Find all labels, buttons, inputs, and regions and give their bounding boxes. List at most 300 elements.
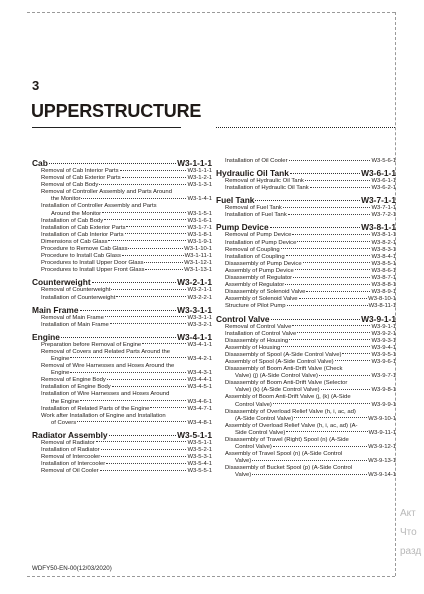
toc-entry[interactable] xyxy=(32,447,212,454)
toc-entry-title: Cab xyxy=(32,158,48,168)
toc-entry-title: Removal of Cab Exterior Parts xyxy=(41,175,121,182)
toc-entry[interactable] xyxy=(216,232,396,239)
toc-page-code: W3-4-2-1 xyxy=(187,355,212,362)
toc-entry[interactable] xyxy=(32,232,212,239)
toc-entry-text: Work after Installation of Engine and Installation xyxy=(41,412,166,419)
dot-leader xyxy=(294,417,367,418)
dot-leader xyxy=(252,460,367,461)
toc-entry-title: Fuel Tank xyxy=(216,195,255,206)
toc-entry[interactable] xyxy=(32,468,212,475)
toc-entry-title: Valve) (k) (A-Side Control Valve) xyxy=(235,387,320,394)
chapter-number: 3 xyxy=(32,78,40,93)
toc-page-code: W3-8-1-1 xyxy=(371,232,396,239)
toc-page-code: W3-8-7-1 xyxy=(371,275,396,282)
toc-entry-text: Disassembly of Travel (Right) Spool (n) (A-Side xyxy=(225,437,349,443)
toc-page-code: W3-9-2-1 xyxy=(371,330,396,337)
toc-entry-title: Main Frame xyxy=(32,304,79,315)
toc-section-heading[interactable] xyxy=(32,332,212,342)
toc-entry[interactable] xyxy=(32,196,212,203)
toc-page-code: W3-9-5-1 xyxy=(371,351,396,358)
toc-page-code: W3-1-9-1 xyxy=(187,238,212,245)
toc-section-heading[interactable] xyxy=(32,305,212,315)
toc-entry[interactable] xyxy=(216,261,396,268)
toc-section-heading[interactable] xyxy=(216,314,396,324)
toc-entry-title: Engine xyxy=(51,355,70,362)
dot-leader xyxy=(319,375,371,376)
dot-leader xyxy=(92,282,176,283)
dot-leader xyxy=(252,474,367,475)
toc-entry-title: Assembly of Pump Device xyxy=(225,267,294,274)
toc-entry[interactable] xyxy=(216,416,396,423)
toc-entry-title: Disassembly of Housing xyxy=(225,337,289,344)
toc-entry-title: Assembly of Spool (A-Side Control Valve) xyxy=(225,358,334,365)
dot-leader xyxy=(108,240,186,241)
toc-entry-title: Radiator Assembly xyxy=(32,429,108,440)
toc-entry[interactable] xyxy=(216,303,396,310)
dot-leader xyxy=(321,389,371,390)
dot-leader xyxy=(286,431,367,432)
dot-leader xyxy=(104,219,186,220)
toc-entry-title: Removal of Oil Cooler xyxy=(41,468,99,475)
toc-page-code: W3-1-3-1 xyxy=(187,182,212,189)
toc-entry[interactable] xyxy=(216,185,396,192)
toc-entry[interactable] xyxy=(32,377,212,384)
toc-entry-title: Installation of Control Valve xyxy=(225,330,297,337)
title-underline-right xyxy=(216,127,395,128)
toc-page-code: W3-9-4-1 xyxy=(371,344,396,351)
dot-leader xyxy=(270,227,360,228)
dot-leader xyxy=(293,277,370,278)
toc-entry-title: Removal of Coupling xyxy=(225,246,280,253)
toc-page-code: W3-9-9-1 xyxy=(371,401,396,408)
toc-entry-title: Removal of Hydraulic Oil Tank xyxy=(225,178,304,185)
toc-page-code: W3-1-13-1 xyxy=(184,267,212,274)
toc-page-code: W3-1-11-1 xyxy=(184,253,212,260)
toc-page-code: W3-7-1-1 xyxy=(361,195,396,206)
toc-page-code: W3-8-10-1 xyxy=(368,296,396,303)
dot-leader xyxy=(80,400,186,401)
toc-entry-title: Disassembly of Solenoid Valve xyxy=(225,289,306,296)
dot-leader xyxy=(61,337,176,338)
dot-leader xyxy=(285,284,370,285)
toc-entry[interactable] xyxy=(32,399,212,406)
toc-page-code: W3-9-8-1 xyxy=(371,387,396,394)
crop-line-top xyxy=(27,12,395,13)
toc-entry-title: Removal of Counterweight xyxy=(41,287,111,294)
toc-entry-title: Valve) xyxy=(235,472,252,479)
toc-entry[interactable] xyxy=(32,315,212,322)
toc-page-code: W3-9-1-1 xyxy=(371,323,396,330)
toc-page-code: W3-8-2-1 xyxy=(371,239,396,246)
title-underline-left xyxy=(32,127,181,128)
toc-entry-title: Installation of Counterweight xyxy=(41,294,116,301)
dot-leader xyxy=(281,346,370,347)
toc-entry-title: Installation of Radiator xyxy=(41,447,100,453)
dot-leader xyxy=(122,177,187,178)
toc-entry[interactable] xyxy=(216,289,396,296)
toc-page-code: W3-8-3-1 xyxy=(371,246,396,253)
dot-leader xyxy=(287,305,368,306)
toc-entry-title: Disassembly of Pump Device xyxy=(225,260,302,267)
toc-section-heading[interactable] xyxy=(216,195,396,205)
dot-leader xyxy=(289,160,371,161)
toc-entry-text: Removal of Controller Assembly and Parts Around xyxy=(41,189,172,196)
toc-entry-text: Installation of Wire Harnesses and Hoses Around xyxy=(41,391,170,398)
toc-section-heading[interactable] xyxy=(32,158,212,168)
toc-page-code: W3-8-6-1 xyxy=(371,267,396,274)
dot-leader xyxy=(102,212,186,213)
toc-page-code: W3-1-8-1 xyxy=(187,231,212,238)
dot-leader xyxy=(106,463,186,464)
toc-left-column xyxy=(32,158,212,475)
toc-entry-title: Installation of Intercooler xyxy=(41,461,106,468)
toc-entry[interactable] xyxy=(32,218,212,225)
toc-page-code: W3-4-3-1 xyxy=(187,370,212,377)
dot-leader xyxy=(81,198,186,199)
toc-entry-title: Around the Monitor xyxy=(51,210,102,217)
toc-entry[interactable] xyxy=(216,158,396,165)
toc-entry-text: Assembly of Boom Anti-Drift Valve (j, (k) (A-Side xyxy=(225,394,351,401)
toc-entry-title: Removal of Main Frame xyxy=(41,314,104,321)
overlay-text-2: Что xyxy=(400,527,417,538)
toc-entry[interactable] xyxy=(216,458,396,465)
dot-leader xyxy=(116,296,186,297)
toc-page-code: W3-4-5-1 xyxy=(187,384,212,391)
toc-page-code: W3-7-2-1 xyxy=(371,212,396,219)
toc-page-code: W3-1-6-1 xyxy=(187,217,212,224)
toc-entry[interactable] xyxy=(216,275,396,282)
toc-entry-title: Removal of Control Valve xyxy=(225,323,292,330)
toc-page-code: W3-5-6-1 xyxy=(371,158,396,164)
toc-entry-title: Removal of Intercooler xyxy=(41,454,101,461)
toc-entry-title: Removal of Cab Body xyxy=(41,182,99,189)
dot-leader xyxy=(150,407,186,408)
toc-entry[interactable] xyxy=(32,370,212,377)
toc-page-code: W3-8-4-1 xyxy=(371,253,396,260)
toc-entry-title: Procedure to Remove Cab Glass xyxy=(41,246,128,253)
toc-entry-title: Procedure to Install Cab Glass xyxy=(41,253,121,260)
toc-page-code: W3-1-2-1 xyxy=(187,175,212,182)
toc-entry-title: Control Valve) xyxy=(235,444,272,451)
toc-entry-title: Valve) (j) (A-Side Control Valve) xyxy=(235,373,318,380)
toc-entry-text: Disassembly of Boom Anti-Drift Valve (Check xyxy=(225,366,343,373)
toc-page-code: W3-1-5-1 xyxy=(187,210,212,217)
dot-leader xyxy=(80,310,177,311)
toc-page-code: W3-4-1-1 xyxy=(177,331,212,342)
toc-entry-title: Assembly of Solenoid Valve xyxy=(225,296,298,303)
dot-leader xyxy=(273,446,367,447)
toc-entry[interactable] xyxy=(32,168,212,175)
dot-leader xyxy=(126,226,186,227)
dot-leader xyxy=(96,441,187,442)
toc-entry-title: Valve) xyxy=(235,458,252,465)
toc-entry-title: Installation of Main Frame xyxy=(41,321,109,328)
toc-page-code: W3-9-1-1 xyxy=(361,313,396,324)
toc-page-code: W3-1-1-1 xyxy=(177,158,212,168)
toc-entry-text: Assembly of Overload Relief Valve (h, i, ac, ad) (A- xyxy=(225,422,358,429)
dot-leader xyxy=(297,332,370,333)
toc-entry-title: Counterweight xyxy=(32,277,91,288)
toc-entry[interactable] xyxy=(32,246,212,253)
toc-page-code: W3-6-1-1 xyxy=(371,178,396,185)
toc-page-code: W3-8-1-1 xyxy=(361,222,396,233)
toc-entry-title: Preparation before Removal of Engine xyxy=(41,341,142,348)
toc-entry[interactable] xyxy=(32,267,212,274)
toc-entry[interactable] xyxy=(32,356,212,363)
dot-leader xyxy=(144,262,183,263)
dot-leader xyxy=(299,298,368,299)
toc-entry-title: Hydraulic Oil Tank xyxy=(216,168,289,179)
toc-page-code: W3-4-4-1 xyxy=(187,377,212,384)
toc-section-heading[interactable] xyxy=(216,222,396,232)
toc-page-code: W3-7-1-1 xyxy=(371,205,396,212)
toc-page-code: W3-8-8-1 xyxy=(371,282,396,289)
toc-entry-title: Installation of Cab Interior Parts xyxy=(41,231,124,238)
toc-section-heading[interactable] xyxy=(32,277,212,287)
toc-entry-title: Removal of Radiator xyxy=(41,439,95,446)
toc-page-code: W3-5-1-1 xyxy=(187,439,212,446)
dot-leader xyxy=(288,214,371,215)
dot-leader xyxy=(255,200,360,201)
toc-entry[interactable] xyxy=(216,430,396,437)
toc-page-code: W3-1-1-1 xyxy=(187,168,212,174)
toc-entry-text: Disassembly of Boom Anti-Drift Valve (Selector xyxy=(225,380,348,387)
toc-page-code: W3-5-1-1 xyxy=(177,429,212,440)
toc-entry-title: the Engine xyxy=(51,398,80,405)
toc-page-code: W3-2-2-1 xyxy=(187,294,212,301)
toc-entry[interactable] xyxy=(32,175,212,182)
toc-entry-text: Disassembly of Bucket Spool (p) (A-Side Control xyxy=(225,465,353,472)
toc-page-code: W3-9-12-1 xyxy=(368,444,396,451)
dot-leader xyxy=(289,339,370,340)
toc-entry-title: Control Valve xyxy=(216,313,270,324)
toc-entry-title: Assembly of Housing xyxy=(225,344,281,351)
dot-leader xyxy=(109,435,177,436)
dot-leader xyxy=(101,449,187,450)
toc-entry-title: the Monitor xyxy=(51,196,81,203)
dot-leader xyxy=(292,234,370,235)
overlay-text-1: Акт xyxy=(400,508,416,519)
dot-leader xyxy=(286,255,371,256)
toc-entry[interactable] xyxy=(216,359,396,366)
toc-entry-title: (A-Side Control Valve) xyxy=(235,415,294,422)
dot-leader xyxy=(105,316,187,317)
dot-leader xyxy=(122,255,184,256)
toc-entry[interactable] xyxy=(32,287,212,294)
toc-entry[interactable] xyxy=(32,406,212,413)
toc-entry[interactable] xyxy=(216,254,396,261)
dot-leader xyxy=(77,421,186,422)
dot-leader xyxy=(303,262,371,263)
overlay-text-3: разд xyxy=(400,546,422,557)
dot-leader xyxy=(125,233,187,234)
toc-entry[interactable] xyxy=(216,296,396,303)
toc-entry[interactable] xyxy=(216,387,396,394)
toc-entry-title: Installation of Pump Device xyxy=(225,239,297,246)
dot-leader xyxy=(100,470,187,471)
dot-leader xyxy=(273,403,371,404)
toc-entry[interactable] xyxy=(216,268,396,275)
dot-leader xyxy=(305,180,371,181)
dot-leader xyxy=(290,173,360,174)
dot-leader xyxy=(306,291,370,292)
crop-line-bottom xyxy=(27,576,395,577)
dot-leader xyxy=(128,248,183,249)
toc-entry-title: Engine xyxy=(51,370,70,377)
toc-entry-title: Installation of Cab Exterior Parts xyxy=(41,224,126,231)
toc-entry[interactable] xyxy=(216,205,396,212)
toc-entry-title: Installation of Coupling xyxy=(225,253,285,260)
toc-entry[interactable] xyxy=(216,282,396,289)
toc-entry-text: Disassembly of Overload Relief Valve (h, i, ac, ad) xyxy=(225,408,356,415)
toc-entry-title: Side Control Valve) xyxy=(235,429,286,436)
dot-leader xyxy=(110,323,187,324)
toc-entry[interactable] xyxy=(32,182,212,189)
toc-entry-title: Disassembly of Spool (A-Side Control Valve) xyxy=(225,351,342,358)
toc-page-code: W3-4-7-1 xyxy=(187,405,212,412)
toc-entry-title: Assembly of Regulator xyxy=(225,282,285,289)
toc-entry[interactable] xyxy=(216,324,396,331)
dot-leader xyxy=(271,319,361,320)
toc-entry-title: Control Valve) xyxy=(235,401,272,408)
toc-page-code: W3-5-5-1 xyxy=(187,468,212,475)
toc-entry[interactable] xyxy=(32,384,212,391)
toc-entry-title: Dimensions of Cab Glass xyxy=(41,238,108,245)
toc-entry-title: Engine xyxy=(32,331,60,342)
toc-entry[interactable] xyxy=(216,338,396,345)
toc-page-code: W3-2-1-1 xyxy=(177,277,212,288)
toc-page-code: W3-1-7-1 xyxy=(187,224,212,231)
dot-leader xyxy=(281,248,371,249)
toc-page-code: W3-9-13-1 xyxy=(368,458,396,465)
toc-page-code: W3-1-10-1 xyxy=(184,246,212,253)
toc-entry-text: Installation of Controller Assembly and Parts xyxy=(41,203,157,210)
toc-page-code: W3-1-12-1 xyxy=(184,260,212,267)
dot-leader xyxy=(70,357,186,358)
toc-entry-title: Installation of Fuel Tank xyxy=(225,212,287,219)
dot-leader xyxy=(111,289,186,290)
toc-page-code: W3-9-14-1 xyxy=(368,472,396,479)
toc-entry[interactable] xyxy=(216,402,396,409)
toc-entry[interactable] xyxy=(32,322,212,329)
toc-page-code: W3-2-1-1 xyxy=(187,287,212,294)
toc-entry-text: Assembly of Travel Spool (n) (A-Side Control xyxy=(225,451,343,458)
toc-page-code: W3-5-3-1 xyxy=(187,454,212,461)
toc-entry[interactable] xyxy=(216,373,396,380)
dot-leader xyxy=(142,343,186,344)
toc-page-code: W3-6-2-1 xyxy=(371,185,396,192)
toc-entry[interactable] xyxy=(32,454,212,461)
dot-leader xyxy=(295,269,371,270)
toc-entry-title: Removal of Fuel Tank xyxy=(225,205,282,212)
toc-entry[interactable] xyxy=(32,260,212,267)
toc-entry-title: Procedures to Install Upper Door Glass xyxy=(41,260,144,267)
toc-entry[interactable] xyxy=(32,342,212,349)
dot-leader xyxy=(49,163,176,164)
dot-leader xyxy=(112,386,187,387)
dot-leader xyxy=(107,379,187,380)
toc-page-code: W3-8-5-1 xyxy=(371,260,396,267)
toc-page-code: W3-9-6-1 xyxy=(371,358,396,365)
toc-entry-text: Removal of Wire Harnesses and Hoses Around the xyxy=(41,363,175,370)
toc-page-code: W3-9-3-1 xyxy=(371,337,396,344)
toc-page-code: W3-1-4-1 xyxy=(187,196,212,203)
toc-entry-title: Removal of Pump Device xyxy=(225,232,292,239)
dot-leader xyxy=(297,241,370,242)
toc-entry[interactable] xyxy=(32,420,212,427)
toc-entry[interactable] xyxy=(32,461,212,468)
toc-entry-title: Procedures to Install Upper Front Glass xyxy=(41,267,145,274)
toc-page-code: W3-3-1-1 xyxy=(177,304,212,315)
toc-page-code: W3-3-1-1 xyxy=(187,314,212,321)
toc-page-code: W3-9-10-1 xyxy=(368,415,396,422)
toc-page-code: W3-8-9-1 xyxy=(371,289,396,296)
toc-section-heading[interactable] xyxy=(216,168,396,178)
toc-entry[interactable] xyxy=(216,472,396,479)
toc-entry-title: Installation of Oil Cooler xyxy=(225,158,288,164)
toc-page-code: W3-4-1-1 xyxy=(187,341,212,348)
toc-entry[interactable] xyxy=(216,352,396,359)
dot-leader xyxy=(335,360,371,361)
toc-entry-text: Removal of Covers and Related Parts Around the xyxy=(41,348,171,355)
toc-page-code: W3-8-11-1 xyxy=(368,303,396,310)
toc-entry-title: Removal of Cab Interior Parts xyxy=(41,168,119,174)
dot-leader xyxy=(99,184,186,185)
dot-leader xyxy=(283,207,371,208)
toc-page-code: W3-9-7-1 xyxy=(371,373,396,380)
toc-entry[interactable] xyxy=(32,225,212,232)
dot-leader xyxy=(145,269,183,270)
toc-page-code: W3-3-2-1 xyxy=(187,321,212,328)
footer-document-code: WDFY50-EN-00(12/03/2020) xyxy=(32,565,112,572)
toc-entry[interactable] xyxy=(216,247,396,254)
dot-leader xyxy=(310,187,371,188)
toc-entry[interactable] xyxy=(216,212,396,219)
toc-page-code: W3-4-8-1 xyxy=(187,419,212,426)
toc-page-code: W3-5-4-1 xyxy=(187,461,212,468)
toc-entry-title: Removal of Engine Body xyxy=(41,377,106,384)
toc-entry[interactable] xyxy=(216,331,396,338)
toc-page-code: W3-9-11-1 xyxy=(368,429,396,436)
dot-leader xyxy=(342,353,370,354)
toc-entry-title: Installation of Hydraulic Oil Tank xyxy=(225,185,309,192)
toc-entry-title: Structure of Pilot Pump xyxy=(225,303,286,310)
toc-entry[interactable] xyxy=(216,345,396,352)
toc-entry[interactable] xyxy=(32,211,212,218)
toc-entry[interactable] xyxy=(32,295,212,302)
toc-entry-title: Installation of Engine Body xyxy=(41,384,111,391)
toc-entry-title: of Covers xyxy=(51,419,77,426)
toc-page-code: W3-5-2-1 xyxy=(187,447,212,453)
toc-entry[interactable] xyxy=(32,239,212,246)
toc-entry-title: Installation of Related Parts of the Engine xyxy=(41,405,150,412)
dot-leader xyxy=(120,170,187,171)
toc-right-column xyxy=(216,158,396,480)
toc-entry-title: Installation of Cab Body xyxy=(41,217,104,224)
toc-page-code: W3-6-1-1 xyxy=(361,168,396,179)
toc-entry[interactable] xyxy=(216,444,396,451)
toc-entry[interactable] xyxy=(32,440,212,447)
dot-leader xyxy=(101,456,186,457)
chapter-title: UPPERSTRUCTURE xyxy=(31,101,202,121)
dot-leader xyxy=(292,325,370,326)
toc-entry[interactable] xyxy=(216,240,396,247)
toc-entry[interactable] xyxy=(32,253,212,260)
dot-leader xyxy=(70,372,186,373)
toc-entry-title: Disassembly of Regulator xyxy=(225,275,293,282)
toc-entry[interactable] xyxy=(216,178,396,185)
toc-section-heading[interactable] xyxy=(32,430,212,440)
